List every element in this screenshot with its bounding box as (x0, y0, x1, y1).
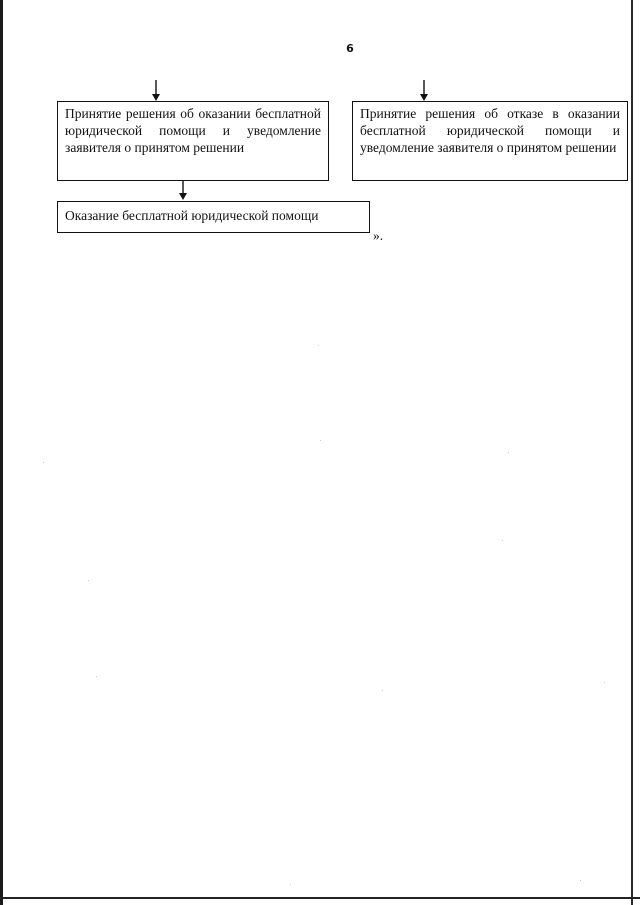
scan-speck (508, 452, 509, 453)
scan-speck (96, 676, 97, 677)
arrow-down-icon (150, 80, 162, 102)
scan-speck (580, 880, 581, 881)
scan-edge-bottom (0, 897, 640, 899)
scan-speck (318, 345, 319, 346)
provision-box: Оказание бесплатной юридической помощи (57, 201, 370, 233)
arrow-down-icon (177, 180, 189, 202)
page-number: 6 (346, 42, 354, 55)
scan-edge-left (0, 0, 3, 905)
closing-quote-mark: ». (373, 228, 384, 243)
scan-speck (320, 440, 321, 441)
decision-refusal-box: Принятие решения об отказе в оказании бесплатной юридической помощи и уведомление заявителя о принятом решении (352, 101, 628, 181)
scan-speck (290, 884, 291, 885)
scan-edge-right (631, 0, 633, 905)
scan-speck (502, 540, 503, 541)
scan-speck (382, 690, 383, 691)
arrow-down-icon (418, 80, 430, 102)
decision-grant-box: Принятие решения об оказании бесплатной юридической помощи и уведомление заявителя о принятом решении (57, 101, 329, 181)
scan-speck (604, 682, 605, 683)
scan-speck (43, 462, 44, 463)
scan-speck (88, 580, 89, 581)
